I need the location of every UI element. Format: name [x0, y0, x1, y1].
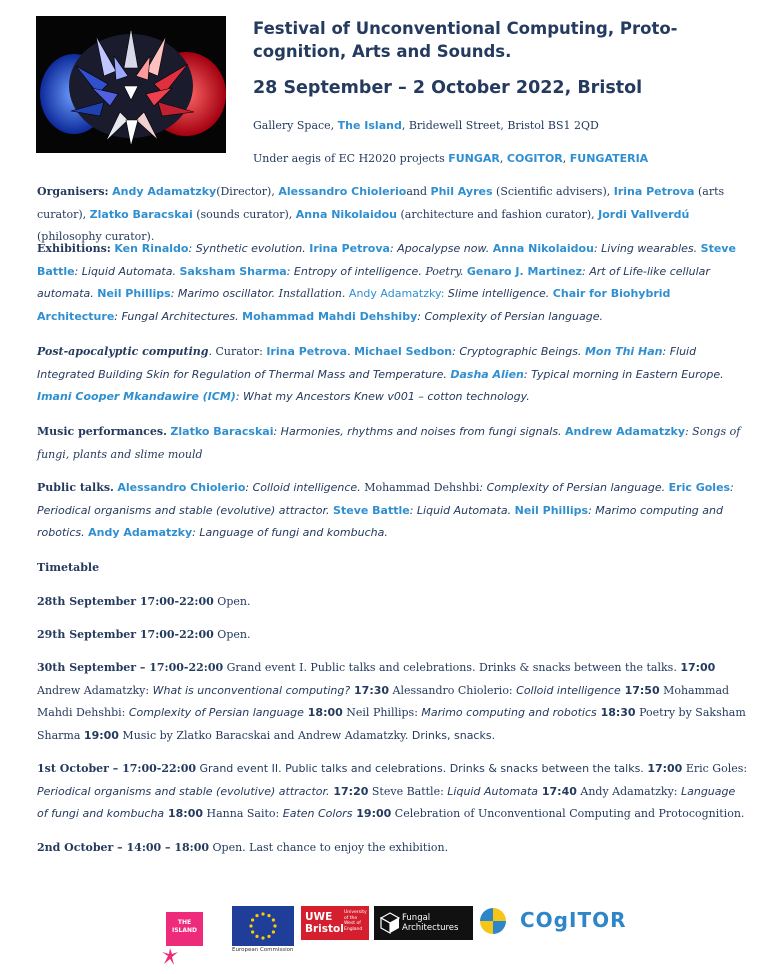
day-date: 2nd October – 14:00 – 18:00	[37, 841, 210, 854]
slot-speaker: Alessandro Chiolerio:	[389, 683, 517, 697]
day-date: 1st October – 17:00-22:00	[37, 762, 197, 775]
slot-title: Marimo computing and robotics	[421, 706, 597, 719]
person-link[interactable]: Zlatko Baracskai	[89, 207, 193, 221]
cube-icon	[380, 912, 400, 934]
talk-title: : Periodical organisms and stable (evolutive) attractor.	[37, 481, 734, 517]
role-text: (architecture and fashion curator),	[397, 207, 599, 221]
slot-title: What is unconventional computing?	[152, 683, 351, 697]
artist-link[interactable]: Saksham Sharma	[179, 264, 287, 278]
artist-link[interactable]: Michael Sedbon	[354, 345, 453, 358]
slot-speaker: Celebration of Unconventional Computing and Protocognition.	[391, 807, 745, 820]
curator-link[interactable]: Irina Petrova	[266, 345, 348, 358]
slot-time: 18:00	[164, 807, 204, 820]
slot-time: 17:50	[620, 683, 660, 697]
music-section	[37, 421, 749, 466]
slot-speaker: Andy Adamatzky:	[576, 784, 681, 798]
venue-line	[253, 119, 599, 132]
exhibitions-section	[37, 238, 749, 328]
person-link[interactable]: Alessandro Chiolerio	[278, 185, 407, 198]
poetry-label: Poetry.	[425, 264, 467, 278]
slot-time: 19:00	[352, 807, 392, 820]
fungal-architectures-logo[interactable]	[374, 906, 473, 940]
slot-time: 17:20	[329, 784, 369, 798]
talk-title: : Liquid Automata.	[409, 503, 515, 517]
separator: ,	[562, 152, 570, 165]
speaker-link[interactable]: Eric Goles	[668, 481, 731, 494]
artist-link[interactable]: Genaro J. Martinez	[466, 264, 583, 278]
european-commission-logo[interactable]	[232, 906, 294, 962]
artist-link[interactable]: Ken Rinaldo	[114, 242, 189, 255]
slot-speaker: Andrew Adamatzky:	[37, 683, 153, 697]
role-text: and	[406, 185, 431, 198]
post-apocalyptic-section	[37, 341, 749, 409]
slot-time: 18:30	[596, 706, 636, 719]
festival-title: Festival of Unconventional Computing, Proto-cognition, Arts and Sounds.	[253, 19, 678, 61]
artist-link[interactable]: Mohammad Mahdi Dehshiby	[242, 309, 418, 323]
person-link[interactable]: Andy Adamatzky	[112, 185, 217, 198]
artist-link[interactable]: Andy Adamatzky:	[348, 287, 448, 300]
post-apocalyptic-label: Post-apocalyptic computing	[37, 345, 209, 358]
installation-label: Installation.	[278, 287, 349, 300]
day-date: 28th September 17:00-22:00	[37, 595, 214, 608]
separator: .	[347, 345, 355, 358]
slot-time: 18:00	[303, 706, 343, 719]
slot-title: Eaten Colors	[282, 807, 353, 820]
day-text: Open.	[213, 595, 251, 608]
artist-link[interactable]: Anna Nikolaidou	[492, 242, 594, 255]
work-title: : Typical morning in Eastern Europe.	[523, 367, 724, 381]
artist-link[interactable]: Mon Thi Han	[584, 345, 663, 358]
day-closing: Drinks, snacks.	[411, 728, 496, 742]
curator-text: . Curator:	[208, 345, 267, 358]
speaker-name: Mohammad Dehshbi	[364, 481, 480, 494]
slot-time: 17:40	[538, 784, 577, 798]
role-text: (philosophy curator).	[37, 230, 155, 243]
artist-link[interactable]: Neil Phillips	[97, 287, 171, 300]
work-title: : Entropy of intelligence.	[286, 264, 426, 278]
separator: ,	[499, 152, 507, 165]
the-island-link[interactable]: The Island	[337, 119, 402, 132]
slot-speaker: Steve Battle:	[368, 784, 448, 798]
venue-prefix: Gallery Space,	[253, 119, 338, 132]
role-text: (arts curator),	[37, 185, 725, 221]
work-title: Slime intelligence.	[447, 287, 553, 300]
person-link[interactable]: Phil Ayres	[430, 185, 493, 198]
slot-time: 19:00	[83, 728, 119, 742]
festival-artwork-image	[36, 16, 226, 153]
artist-link[interactable]: Andrew Adamatzky	[565, 425, 685, 438]
day-intro: Grand event I. Public talks and celebrations. Drinks & snacks between the talks.	[223, 661, 681, 674]
slot-title: Language of fungi and kombucha	[37, 784, 736, 820]
music-label: Music performances.	[37, 425, 167, 438]
slot-time: 17:00	[680, 661, 716, 674]
slot-title: Liquid Automata	[447, 784, 539, 798]
artist-link[interactable]: Imani Cooper Mkandawire (ICM)	[37, 390, 236, 403]
slot-title: Periodical organisms and stable (evolutive) attractor.	[37, 784, 330, 798]
slot-speaker: Music by Zlatko Baracskai and Andrew Adamatzky.	[118, 728, 412, 742]
slot-title: Colloid intelligence	[516, 683, 621, 697]
artist-link[interactable]: Steve Battle	[37, 242, 736, 278]
aegis-line	[253, 152, 648, 165]
person-link[interactable]: Anna Nikolaidou	[295, 207, 398, 221]
speaker-link[interactable]: Alessandro Chiolerio	[117, 481, 246, 494]
work-title: : Living wearables.	[593, 242, 701, 255]
artist-link[interactable]: Chair for Biohybrid Architecture	[37, 287, 671, 323]
eu-flag-icon	[232, 906, 294, 946]
talk-title: : Marimo computing and robotics.	[37, 503, 723, 539]
artist-link[interactable]: Zlatko Baracskai	[170, 425, 274, 438]
organisers-label: Organisers:	[37, 185, 109, 198]
the-island-logo[interactable]	[166, 912, 203, 946]
day-date: 29th September 17:00-22:00	[37, 628, 214, 641]
artist-link[interactable]: Dasha Alien	[450, 367, 524, 381]
timetable-day-29-sep	[37, 624, 749, 647]
work-title: : Liquid Automata.	[74, 264, 180, 278]
talk-title: : Colloid intelligence.	[245, 481, 365, 494]
timetable-day-1-oct	[37, 758, 749, 826]
speaker-link[interactable]: Steve Battle	[333, 503, 410, 517]
work-title: : What my Ancestors Knew v001 – cotton technology.	[235, 390, 530, 403]
talk-title: : Complexity of Persian language.	[479, 481, 669, 494]
person-link[interactable]: Irina Petrova	[613, 185, 695, 198]
speaker-link[interactable]: Andy Adamatzky	[88, 526, 193, 539]
aegis-prefix: Under aegis of EC H2020 projects	[253, 152, 449, 165]
timetable-day-30-sep	[37, 657, 749, 747]
slot-time: 17:00	[647, 762, 683, 775]
public-talks-section	[37, 477, 749, 545]
cogitor-logo[interactable]: COgITOR	[520, 908, 627, 932]
cogitor-symbol-icon	[478, 906, 508, 936]
slot-title: Complexity of Persian language	[128, 706, 304, 719]
slot-speaker: Neil Phillips:	[342, 706, 422, 719]
work-title: : Art of Life-like cellular automata.	[37, 264, 710, 300]
slot-time: 17:30	[350, 683, 390, 697]
work-title: : Songs of fungi, plants and slime mould	[37, 425, 741, 461]
person-link[interactable]: Jordi Vallverdú	[598, 207, 690, 221]
uwe-bristol-logo[interactable]	[301, 906, 369, 940]
work-title: : Fluid Integrated Building Skin for Regulation of Thermal Mass and Temperature.	[37, 345, 697, 381]
role-text: (Scientific advisers),	[492, 185, 614, 198]
talk-title: : Language of fungi and kombucha.	[192, 526, 388, 539]
work-title: : Cryptographic Beings.	[452, 345, 585, 358]
exhibitions-label: Exhibitions:	[37, 242, 111, 255]
talks-label: Public talks.	[37, 481, 114, 494]
timetable-heading: Timetable	[37, 561, 100, 574]
day-text: Open.	[213, 628, 251, 641]
fungar-link[interactable]: FUNGAR	[448, 152, 500, 165]
work-title: : Synthetic evolution.	[188, 242, 310, 255]
venue-address: , Bridewell Street, Bristol BS1 2QD	[401, 119, 599, 132]
dancer-icon	[160, 946, 180, 966]
slot-speaker: Hanna Saito:	[203, 807, 283, 820]
island-logo-text: THE ISLAND	[171, 919, 198, 934]
timetable-day-28-sep	[37, 591, 749, 614]
uwe-name: UWE Bristol	[305, 911, 344, 935]
day-text: Open. Last chance to enjoy the exhibition.	[209, 841, 449, 854]
day-intro: Grand event II. Public talks and celebrations. Drinks & snacks between the talks.	[196, 762, 648, 775]
artist-link[interactable]: Irina Petrova	[309, 242, 390, 255]
uwe-fullname: University of the West of England	[344, 910, 367, 932]
work-title: : Fungal Architectures.	[114, 309, 243, 323]
work-title: : Harmonies, rhythms and noises from fungi signals.	[273, 425, 566, 438]
slot-speaker: Eric Goles:	[682, 762, 748, 775]
festival-dates: 28 September – 2 October 2022, Bristol	[253, 78, 643, 98]
fungateria-link[interactable]: FUNGATERIA	[569, 152, 649, 165]
slot-speaker: Mohammad Mahdi Dehshbi:	[37, 683, 730, 719]
work-title: : Marimo oscillator.	[170, 287, 279, 300]
work-title: : Apocalypse now.	[389, 242, 493, 255]
cogitor-link[interactable]: COGITOR	[506, 152, 563, 165]
work-title: : Complexity of Persian language.	[417, 309, 603, 323]
speaker-link[interactable]: Neil Phillips	[514, 503, 589, 517]
eu-caption: European Commission	[232, 947, 294, 953]
role-text: (sounds curator),	[192, 207, 296, 221]
role-text: (Director),	[216, 185, 279, 198]
timetable-day-2-oct	[37, 837, 749, 860]
fungal-name: Fungal Architectures	[402, 913, 459, 933]
day-date: 30th September – 17:00-22:00	[37, 661, 224, 674]
sponsor-logos	[160, 900, 630, 964]
ferrofluid-spikes-art	[36, 16, 226, 153]
slot-speaker: Poetry by Saksham Sharma	[37, 706, 746, 742]
